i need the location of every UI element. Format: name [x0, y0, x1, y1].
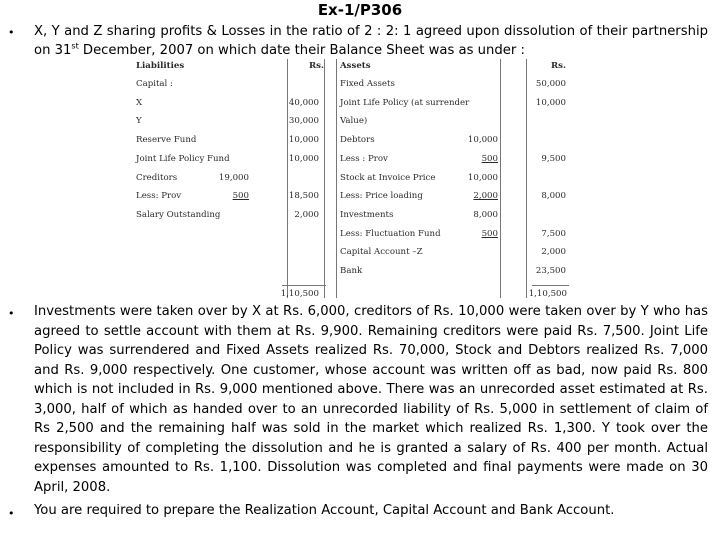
sheet-divider-2 — [324, 59, 325, 298]
asset-label: Less: Price loading — [340, 191, 423, 202]
total-left: 1,10,500 — [280, 289, 319, 299]
liability-label: X — [136, 97, 143, 108]
liability-label: Y — [136, 116, 142, 127]
intro-paragraph — [34, 22, 708, 60]
total-line-left — [282, 285, 326, 286]
header-liabilities: Liabilities — [136, 61, 185, 71]
header-rs-left: Rs. — [309, 61, 324, 71]
liability-label: Less: Prov — [136, 191, 182, 202]
liability-label: Reserve Fund — [136, 135, 197, 146]
sheet-divider-4 — [500, 59, 501, 298]
liability-amount: 10,000 — [288, 153, 319, 164]
header-assets: Assets — [340, 61, 371, 71]
balance-sheet — [134, 59, 569, 298]
intro-text-end: December, 2007 on which date their Balance Sheet was as under : — [78, 43, 525, 58]
liability-label: Capital : — [136, 79, 173, 89]
intro-text-start: X, Y and Z sharing profits & Losses in the ratio of 2 : 2: 1 agreed upon dissolution of their partnership on 31 — [34, 24, 708, 58]
asset-inner-amount: 500 — [481, 153, 498, 164]
body-paragraph: Investments were taken over by X at Rs. 6,000, creditors of Rs. 10,000 were taken over by Y who has agreed to settle account with them at Rs. 9,900. Remaining creditors were paid Rs. 7,500. Joint Life Policy was surrendered and Fixed Assets realized Rs. 70,000, Stock and Debtors realized Rs. 7,000 and Rs. 9,000 respectively. One customer, whose account was written off as bad, now paid Rs. 800 which is not included in Rs. 9,000 mentioned above. There was an unrecorded asset estimated at Rs. 3,000, half of which as handed over to an unrecorded liability of Rs. 5,000 in settlement of claim of Rs 2,500 and the remaining half was sold in the market which realized Rs. 1,300. Y took over the responsibility of completing the dissolution and he is granted a salary of Rs. 400 per month. Actual expenses amounted to Rs. 1,100. Dissolution was completed and final payments were made on 30 April, 2008. — [34, 304, 708, 495]
total-line-right — [532, 285, 569, 286]
asset-inner-amount: 10,000 — [467, 135, 498, 146]
sheet-divider-5 — [526, 59, 527, 298]
sheet-divider-1 — [287, 59, 288, 298]
sheet-divider-3 — [336, 59, 337, 298]
asset-label: Debtors — [340, 135, 375, 146]
asset-inner-amount: 8,000 — [473, 209, 498, 220]
asset-label: Capital Account –Z — [340, 247, 423, 258]
liability-amount: 2,000 — [294, 209, 319, 220]
asset-amount: 7,500 — [541, 228, 566, 239]
asset-inner-amount: 2,000 — [473, 191, 498, 202]
liability-label: Salary Outstanding — [136, 209, 221, 220]
intro-sup: st — [71, 41, 79, 51]
page-title: Ex-1/P306 — [317, 1, 403, 19]
asset-amount: 2,000 — [541, 247, 566, 258]
bullet-2: • — [8, 307, 15, 320]
asset-label: Fixed Assets — [340, 79, 395, 89]
asset-amount: 10,000 — [535, 97, 566, 108]
bullet-1: • — [8, 26, 15, 39]
asset-amount: 23,500 — [535, 266, 566, 276]
liability-amount: 40,000 — [288, 97, 319, 108]
asset-inner-amount: 500 — [481, 228, 498, 239]
liability-amount: 18,500 — [288, 191, 319, 202]
bullet-3: • — [8, 507, 15, 520]
asset-amount: 8,000 — [541, 191, 566, 202]
header-rs-right: Rs. — [551, 61, 566, 71]
liability-inner-amount: 19,000 — [218, 172, 249, 183]
task-paragraph: You are required to prepare the Realization Account, Capital Account and Bank Account. — [34, 503, 615, 518]
liability-inner-amount: 500 — [232, 191, 249, 202]
liability-amount: 10,000 — [288, 135, 319, 146]
total-right: 1,10,500 — [528, 289, 567, 299]
asset-inner-amount: 10,000 — [467, 172, 498, 183]
asset-label: Value) — [340, 116, 368, 127]
asset-label: Less: Fluctuation Fund — [340, 228, 441, 239]
asset-label: Investments — [340, 209, 394, 220]
liability-amount: 30,000 — [288, 116, 319, 127]
asset-amount: 50,000 — [535, 79, 566, 89]
liability-label: Creditors — [136, 172, 178, 183]
asset-label: Stock at Invoice Price — [340, 172, 436, 183]
asset-label: Less : Prov — [340, 153, 388, 164]
asset-label: Bank — [340, 266, 363, 276]
asset-label: Joint Life Policy (at surrender — [340, 97, 470, 108]
asset-amount: 9,500 — [541, 153, 566, 164]
liability-label: Joint Life Policy Fund — [136, 153, 230, 164]
